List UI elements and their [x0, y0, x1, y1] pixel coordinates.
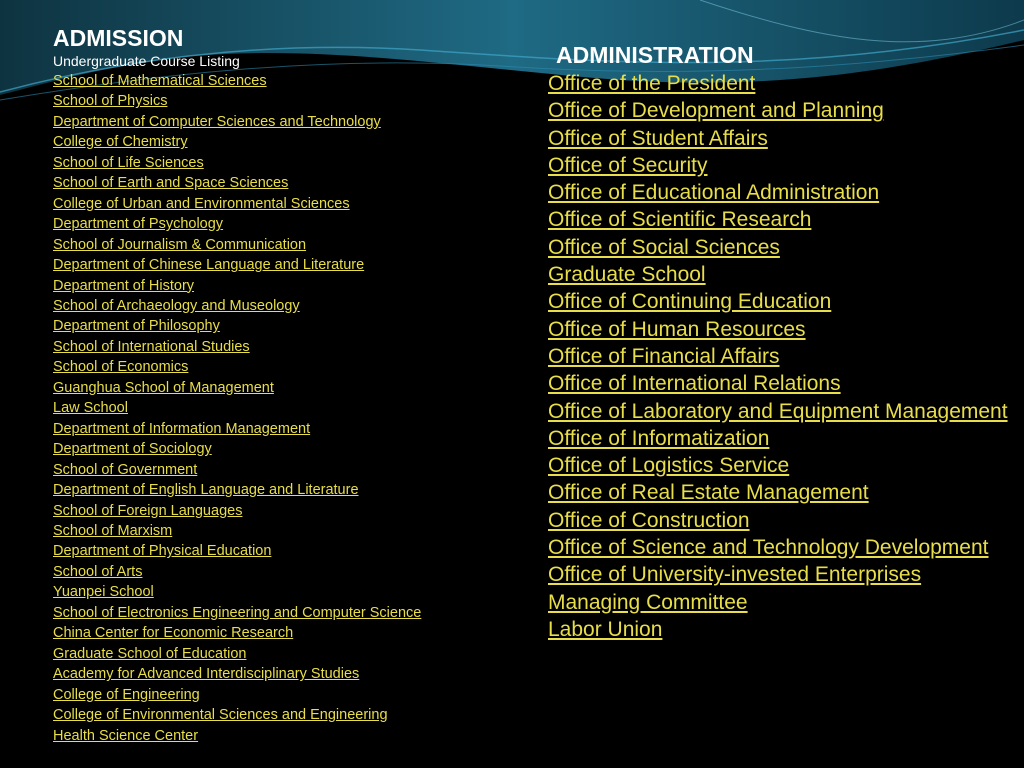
- administration-link[interactable]: Office of Continuing Education: [548, 290, 832, 314]
- administration-link[interactable]: Office of University-invested Enterprises Managing Committee: [548, 563, 922, 614]
- admission-link[interactable]: School of International Studies: [53, 338, 250, 355]
- administration-link-list: [548, 70, 1018, 643]
- admission-link[interactable]: Department of Psychology: [53, 216, 224, 233]
- admission-item: [53, 91, 523, 111]
- administration-link[interactable]: Office of Social Sciences: [548, 235, 780, 259]
- admission-item: [53, 460, 523, 480]
- administration-item: [548, 288, 1018, 315]
- admission-link[interactable]: Department of Philosophy: [53, 318, 220, 335]
- administration-link[interactable]: Office of Human Resources: [548, 317, 806, 341]
- admission-link[interactable]: Department of Sociology: [53, 441, 212, 458]
- admission-item: [53, 439, 523, 459]
- admission-link[interactable]: College of Environmental Sciences and Engineering: [53, 707, 388, 724]
- admission-link[interactable]: Law School: [53, 400, 128, 417]
- admission-link[interactable]: School of Electronics Engineering and Computer Science: [53, 604, 422, 621]
- administration-link[interactable]: Office of Financial Affairs: [548, 344, 780, 368]
- administration-link[interactable]: Office of Laboratory and Equipment Management: [548, 399, 1008, 423]
- admission-link[interactable]: School of Earth and Space Sciences: [53, 175, 289, 192]
- admission-item: [53, 235, 523, 255]
- admission-link[interactable]: Department of Information Management: [53, 420, 311, 437]
- admission-link[interactable]: School of Government: [53, 461, 198, 478]
- administration-item: [548, 616, 1018, 643]
- admission-item: [53, 214, 523, 234]
- administration-link[interactable]: Office of International Relations: [548, 372, 841, 396]
- admission-item: [53, 501, 523, 521]
- administration-item: [548, 370, 1018, 397]
- admission-item: [53, 194, 523, 214]
- admission-heading: ADMISSION: [53, 25, 184, 51]
- admission-item: [53, 132, 523, 152]
- admission-link[interactable]: Department of Physical Education: [53, 543, 272, 560]
- administration-item: [548, 479, 1018, 506]
- admission-item: [53, 623, 523, 643]
- admission-link[interactable]: School of Archaeology and Museology: [53, 297, 300, 314]
- administration-item: [548, 561, 1018, 616]
- administration-item: [548, 316, 1018, 343]
- admission-item: [53, 357, 523, 377]
- admission-item: [53, 705, 523, 725]
- administration-link[interactable]: Office of Educational Administration: [548, 181, 880, 205]
- admission-item: [53, 173, 523, 193]
- administration-link[interactable]: Office of Informatization: [548, 426, 770, 450]
- admission-section: [53, 24, 523, 746]
- admission-item: [53, 562, 523, 582]
- administration-item: [548, 97, 1018, 124]
- administration-item: [548, 70, 1018, 97]
- admission-link[interactable]: Department of English Language and Literature: [53, 482, 359, 499]
- admission-link-list: [53, 71, 523, 746]
- administration-link[interactable]: Office of Student Affairs: [548, 126, 768, 150]
- admission-item: [53, 541, 523, 561]
- admission-link[interactable]: Health Science Center: [53, 727, 199, 744]
- admission-link[interactable]: College of Chemistry: [53, 134, 188, 151]
- admission-subtitle: Undergraduate Course Listing: [53, 53, 240, 69]
- administration-link[interactable]: Office of the President: [548, 72, 756, 95]
- administration-item: [548, 234, 1018, 261]
- admission-item: [53, 378, 523, 398]
- administration-item: [548, 125, 1018, 152]
- admission-link[interactable]: School of Arts: [53, 563, 143, 580]
- admission-link[interactable]: School of Journalism & Communication: [53, 236, 307, 253]
- admission-link[interactable]: Yuanpei School: [53, 584, 154, 601]
- administration-link[interactable]: Graduate School: [548, 263, 706, 287]
- administration-link[interactable]: Office of Science and Technology Development: [548, 536, 989, 560]
- admission-item: [53, 685, 523, 705]
- admission-link[interactable]: School of Marxism: [53, 522, 173, 539]
- admission-item: [53, 255, 523, 275]
- administration-link[interactable]: Office of Real Estate Management: [548, 481, 869, 505]
- admission-item: [53, 419, 523, 439]
- administration-item: [548, 152, 1018, 179]
- administration-link[interactable]: Office of Development and Planning: [548, 99, 884, 123]
- administration-link[interactable]: Labor Union: [548, 617, 663, 641]
- admission-link[interactable]: School of Physics: [53, 93, 168, 110]
- admission-item: [53, 603, 523, 623]
- admission-item: [53, 71, 523, 91]
- administration-item: [548, 206, 1018, 233]
- administration-item: [548, 452, 1018, 479]
- administration-section: [548, 40, 1018, 643]
- admission-item: [53, 337, 523, 357]
- admission-item: [53, 644, 523, 664]
- administration-item: [548, 343, 1018, 370]
- administration-item: [548, 179, 1018, 206]
- administration-link[interactable]: Office of Logistics Service: [548, 454, 790, 478]
- administration-heading: ADMINISTRATION: [556, 42, 754, 68]
- administration-item: [548, 261, 1018, 288]
- admission-link[interactable]: School of Life Sciences: [53, 154, 204, 171]
- administration-item: [548, 507, 1018, 534]
- admission-item: [53, 521, 523, 541]
- admission-link[interactable]: School of Economics: [53, 359, 189, 376]
- admission-item: [53, 582, 523, 602]
- admission-link[interactable]: School of Mathematical Sciences: [53, 73, 267, 89]
- admission-item: [53, 153, 523, 173]
- admission-item: [53, 276, 523, 296]
- administration-link[interactable]: Office of Scientific Research: [548, 208, 812, 232]
- admission-link[interactable]: College of Urban and Environmental Sciences: [53, 195, 350, 212]
- admission-link[interactable]: Department of History: [53, 277, 195, 294]
- admission-item: [53, 726, 523, 746]
- admission-link[interactable]: Graduate School of Education: [53, 645, 247, 662]
- admission-link[interactable]: Guanghua School of Management: [53, 379, 274, 396]
- admission-link[interactable]: Department of Chinese Language and Literature: [53, 257, 365, 274]
- administration-link[interactable]: Office of Security: [548, 153, 708, 177]
- admission-link[interactable]: Academy for Advanced Interdisciplinary Studies: [53, 666, 360, 683]
- admission-link[interactable]: School of Foreign Languages: [53, 502, 243, 519]
- admission-item: [53, 316, 523, 336]
- admission-link[interactable]: China Center for Economic Research: [53, 625, 294, 642]
- administration-link[interactable]: Office of Construction: [548, 508, 750, 532]
- admission-item: [53, 480, 523, 500]
- administration-item: [548, 398, 1018, 425]
- admission-item: [53, 296, 523, 316]
- admission-item: [53, 664, 523, 684]
- admission-item: [53, 398, 523, 418]
- admission-link[interactable]: Department of Computer Sciences and Technology: [53, 113, 381, 130]
- administration-item: [548, 534, 1018, 561]
- admission-link[interactable]: College of Engineering: [53, 686, 200, 703]
- admission-item: [53, 112, 523, 132]
- administration-item: [548, 425, 1018, 452]
